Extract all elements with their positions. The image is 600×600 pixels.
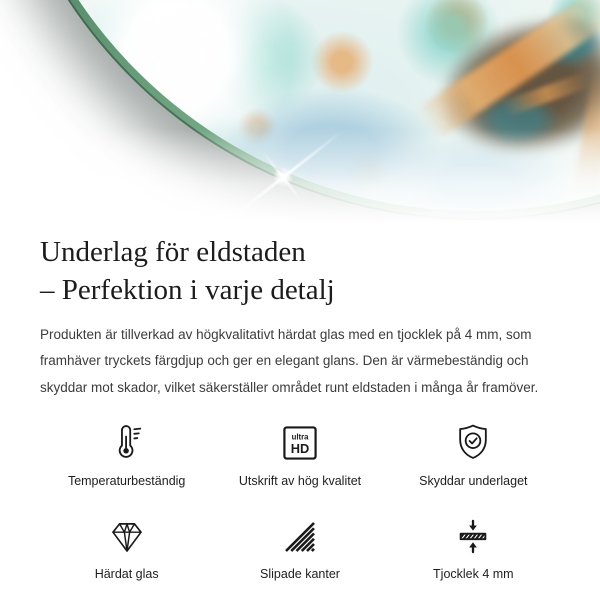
hd-text: HD (290, 441, 310, 457)
feature-label: Slipade kanter (260, 567, 340, 582)
bevelled-edges-icon (279, 512, 321, 558)
feature-high-quality-print (213, 419, 386, 488)
product-info-section (0, 233, 600, 581)
feature-label: Skyddar underlaget (419, 474, 528, 489)
feature-protects-floor (387, 419, 560, 488)
feature-temperature-resistant (40, 419, 213, 488)
hero-image (0, 0, 600, 230)
feature-tempered-glass (40, 512, 213, 581)
feature-grid (40, 419, 560, 581)
title-line-1: Underlag för eldstaden (40, 236, 306, 268)
page-title (40, 233, 560, 310)
product-description: Produkten är tillverkad av högkvalitativt härdat glas med en tjocklek på 4 mm, som framhäver tryckets färgdjup och ger en elegant glans. Den är värmebeständig och skyddar mot skador, vilket säkerställer området runt eldstaden i många år framöver. (40, 326, 539, 395)
diamond-icon (106, 512, 148, 558)
feature-label: Härdat glas (94, 567, 159, 582)
glass-disc (0, 0, 600, 220)
thermometer-icon (105, 419, 149, 465)
feature-label: Tjocklek 4 mm (433, 567, 514, 582)
ultra-hd-icon (278, 419, 322, 465)
feature-thickness-4mm (387, 512, 560, 581)
sparkle-core (273, 167, 293, 187)
ultra-text: ultra (291, 432, 309, 442)
title-line-2: – Perfektion i varje detalj (40, 274, 335, 307)
fluid-art-print (0, 0, 600, 211)
feature-label: Utskrift av hög kvalitet (238, 474, 362, 489)
shield-check-icon (451, 419, 495, 465)
feature-polished-edges (213, 512, 386, 581)
feature-label: Temperaturbeständig (67, 474, 186, 489)
thickness-icon (451, 512, 495, 558)
